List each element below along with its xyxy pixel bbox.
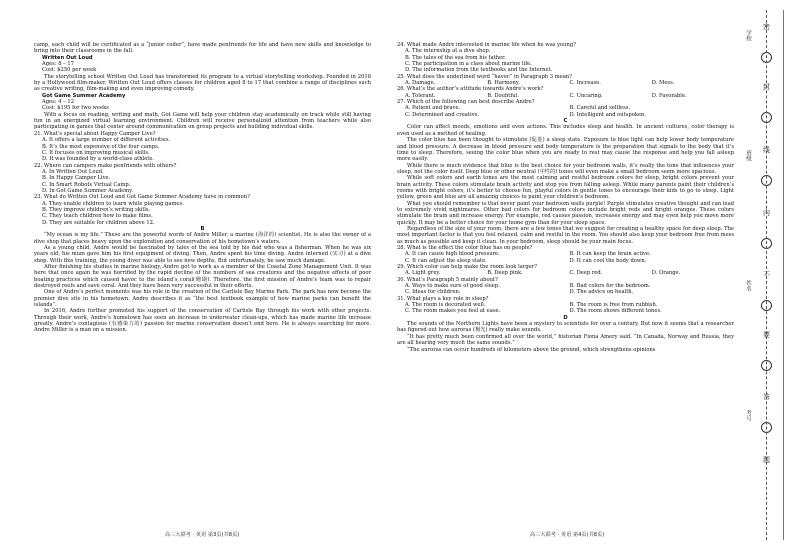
info-label: 学校 [745, 30, 751, 41]
option-text: B. The room is free from rubbish. [569, 302, 658, 309]
left-column [34, 42, 371, 334]
option-text: B. The tales of the sea from his father. [405, 54, 506, 61]
question-text: 22. Where can campers make penfriends with others? [34, 162, 177, 169]
option-text: D. Mess. [651, 80, 675, 87]
seal-line [766, 10, 767, 540]
section-heading: Written Out Loud [42, 54, 93, 61]
question-text: 21. What’s special about Happy Camper Live? [34, 130, 156, 137]
option-text: C. The room makes you feel at ease. [405, 308, 501, 315]
option-text: Ages: 4 – 12 [42, 99, 74, 106]
paragraph: Color can affect moods, emotions and even actions. This includes sleep and health. In ancient cultures, color therapy is even used as a method of healing. [397, 124, 734, 137]
seal-char: 密 [760, 22, 773, 32]
option-text: B. Deep pink. [487, 270, 523, 277]
option-text: C. They teach children how to make films. [42, 213, 153, 220]
section-heading: Got Game Summer Academy [42, 92, 126, 99]
option-text: A. It can cause high blood pressure. [405, 251, 500, 258]
option-text: D. The information from the textbooks and the Internet. [405, 67, 553, 74]
option-row [397, 308, 734, 314]
option-text: C. Increase. [569, 80, 601, 87]
option-text: C. Deep red. [569, 270, 603, 277]
seal-char: 题 [760, 455, 773, 465]
option-text: Ages: 8 – 17 [42, 61, 74, 68]
question-text: 28. What is the effect the color blue has on people? [397, 245, 533, 251]
option-text: A. The internship at a dive shop. [405, 48, 491, 55]
seal-char: 封 [760, 82, 773, 92]
right-column [397, 42, 734, 353]
passage-letter: C [563, 118, 568, 125]
option-text: A. Light grey. [405, 270, 441, 277]
option-text: D. In Got Game Summer Academy. [42, 187, 134, 194]
option-text: B. Doubtful. [487, 92, 519, 99]
paragraph: The storytelling school Written Out Loud has transformed its program to a virtual storytelling workshop. Founded in 2018 by a Hollywood film-maker, Written Out Loud offers classes for children aged 8 to 17 that combine a range of disciplines such as creative writing, film-making and even improving comedy. [34, 73, 371, 93]
paragraph: While soft colors and earth tones are the most calming and restful bedroom colors for sleep, bright colors prevent your brain activity. These colors stimulate brain activity and stop you from falling asleep. While many parents paint their children’s rooms with bright colors, it’s better to choose fun, playful colors in gentle tones to encourage their kids to go to sleep. Light yellow, green and blue are all amazing choices to paint your children’s bedroom. [397, 175, 734, 201]
option-text: B. In Happy Camper Live. [42, 175, 111, 182]
option-text: Cost: $250 per week [42, 67, 97, 74]
paragraph: After finishing his studies in marine biology, Andre got to work as a member of the Coastal Zone Management Unit. It was here that once again he was horrified by the rapid decline of the numbers of sea creatures and the negative effects of poor boating practices which caused havoc to the island’s coral(珊瑚). Therefore, the first mission of Andre’s team was to repair destroyed reefs and save coral. And they have been very successful in their efforts. [34, 264, 371, 290]
option-text: A. Tolerant. [405, 92, 436, 99]
footer-left: 高三大联考 · 英语 第3页(共8页) [165, 532, 240, 538]
option-text: C. Determined and creative. [405, 111, 480, 118]
option-text: B. They improve children’s writing skills. [42, 206, 151, 213]
seal-char: 内 [760, 208, 773, 218]
option-text: D. It was founded by a world-class athlete. [42, 156, 155, 163]
paragraph: As a young child, Andre would be fascinated by tales of the sea told by his dad who was a fisherman. When he was six years old, his mum gave him his first equipment of diving. Then, Andre spent his time diving. Andre interned (实习) at a dive shop. With this training, the young diver was able to see new depths. But unfortunately, he saw much damage. [34, 245, 371, 264]
question-text: 23. What do Written Out Loud and Got Game Summer Academy have in common? [34, 194, 250, 201]
question-text: 27. Which of the following can best describe Andre? [397, 99, 535, 106]
paragraph: The color blue has been thought to stimulate (促进) a sleep state. Exposure to blue light can help lower body temperature and blood pressure. A decrease in blood pressure and body temperature is the preparation that signals to the body that it’s time to sleep. Therefore, seeing the color blue when you are ready to rest may cause the response and help you fall asleep more easily. [397, 137, 734, 163]
option-text: A. Damage. [405, 80, 436, 87]
paragraph: “The auroras can occur hundreds of kilometers above the ground, which strengthens opinions [407, 346, 656, 353]
option-text: D. The room shows different tones. [569, 308, 662, 315]
option-text: B. It can keep the brain active. [569, 251, 651, 258]
question-text: 30. What’s Paragraph 5 mainly about? [397, 276, 498, 283]
option-text: D. They are suitable for children above 12. [42, 219, 155, 226]
option-text: D. Favorable. [651, 92, 687, 99]
paragraph: Regardless of the size of your room, there are a few tones that we suggest for creating a healthy space for deep sleep. The most important factor is that you feel relaxed, calm and restful in the room. You should also keep your bedroom free from mess as much as possible and keep it clean. In your bedroom, sleep should be your main focus. [397, 225, 734, 245]
option-text: B. It’s the most expensive of the four camps. [42, 143, 160, 150]
paragraph: What you should remember is that never paint your bedroom walls purple! Purple stimulates creative thought and can lead to extremely vivid nightmares. Other bad colors for bedroom colors include bright reds and bright oranges. These colors stimulate the brain and increase energy. For example, red causes passion, increases energy and may even help you move more quickly. It may be a better choice for your home gym than for your sleep space. [397, 200, 734, 226]
option-text: D. Orange. [651, 270, 681, 277]
question-text: 24. What made Andre interested in marine life when he was young? [397, 42, 576, 48]
option-text: A. Patient and brave. [405, 105, 461, 112]
option-row [397, 270, 734, 276]
option-text: C. It can adjust the sleep state. [405, 257, 487, 264]
info-label: 姓名 [745, 280, 751, 291]
question-text: 29. Which color can help make the room look larger? [397, 264, 537, 271]
option-text: A. The room is decorated well. [405, 302, 486, 309]
option-text: B. Harmony. [487, 80, 520, 87]
paragraph: “It has pretty much been confirmed all over the world,” historian Fiona Amery said. “In Canada, Norway and Russia, they are all hearing very much the same sounds.” [397, 333, 734, 347]
seal-char: 答 [760, 392, 773, 402]
option-text: C. Uncaring. [569, 92, 603, 99]
passage-letter: B [200, 225, 205, 232]
info-label: 考号 [745, 410, 751, 421]
option-text: A. In Written Out Loud. [42, 168, 104, 175]
edge-line [783, 10, 784, 540]
option-text: C. Ideas for children. [405, 289, 461, 296]
paragraph: While there is much evidence that blue is the best choice for your bedroom walls, it’s really the tone that influences your sleep, not the color itself. Deep blue or other neutral (中性的) tones will even make a small bedroom seem more spacious. [397, 162, 734, 175]
seal-char: 不 [760, 270, 773, 280]
question-text: 25. What does the underlined word “havoc” in Paragraph 3 mean? [397, 73, 572, 80]
option-text: C. In Smart Robots Virtual Camp. [42, 181, 131, 188]
option-row [397, 289, 734, 295]
option-text: A. Ways to make sure of good sleep. [405, 283, 500, 290]
option-text: D. Intelligent and outspoken. [569, 111, 647, 118]
seal-char: 线 [760, 145, 773, 155]
option-text: A. It offers a large number of different activities. [42, 137, 171, 144]
paragraph: With a focus on reading, writing and math, Got Game will help your children stay academically on track while still having fun in an energized virtual learning environment. Children will receive personalized attention from teachers while also participating in games that center around communication on group projects and building individual skills. [34, 111, 371, 131]
paragraph: In 2016, Andre further promoted his support of the conservation of Carlisle Bay through his work with other projects. Through their work, Andre’s hometown has seen an increase in underwater clean-ups, which has made marine life increase greatly. Andre’s contagious (有感染力的) passion for marine conservation doesn’t end here. He is always searching for more. Andre Miller is a man on a mission. [34, 308, 371, 334]
option-text: D. It can cool the body down. [569, 257, 647, 264]
info-label: 班级 [745, 150, 751, 161]
binding-margin [735, 0, 794, 551]
option-text: Cost: $195 for two weeks [42, 105, 109, 112]
question-text: 31. What plays a key role in sleep? [397, 295, 489, 302]
option-text: B. Careful and selfless. [569, 105, 631, 112]
option-text: B. Bad colors for the bedroom. [569, 283, 651, 290]
option-text: C. The participation in a class about marine life. [405, 61, 532, 68]
question-text: camp, each child will be certificated as a “junior coder”, have made penfriends for life and have new skills and knowledge to bring into their classrooms in the fall. [34, 42, 371, 55]
option-text: A. They enable children to learn while playing games. [42, 200, 184, 207]
paragraph: “My ocean is my life.” These are the powerful words of Andre Miller, a marine (海洋的) scientist. He is also the owner of a dive shop that places heavy upon the exploration and conservation of his hometown’s waters. [34, 232, 371, 245]
paragraph: One of Andre’s perfect moments was his role in the creation of the Carlisle Bay Marine Park. The park has now become the premier dive site in his hometown. Andre describes it as “the best textbook example of how marine parks can benefit the islands”. [34, 289, 371, 309]
footer-right: 高三大联考 · 英语 第4页(共8页) [530, 532, 605, 538]
option-text: C. It focuses on improving musical skills. [42, 149, 150, 156]
option-text: D. The advice on health. [569, 289, 634, 296]
paragraph: The sounds of the Northern Lights have been a mystery to scientists for over a century. But now it seems that a researcher has figured out how auroras (极光) really make sounds. [397, 321, 734, 334]
question-text: 26. What’s the author’s attitude towards Andre’s work? [397, 86, 544, 93]
seal-char: 要 [760, 330, 773, 340]
passage-letter: D [563, 314, 568, 321]
